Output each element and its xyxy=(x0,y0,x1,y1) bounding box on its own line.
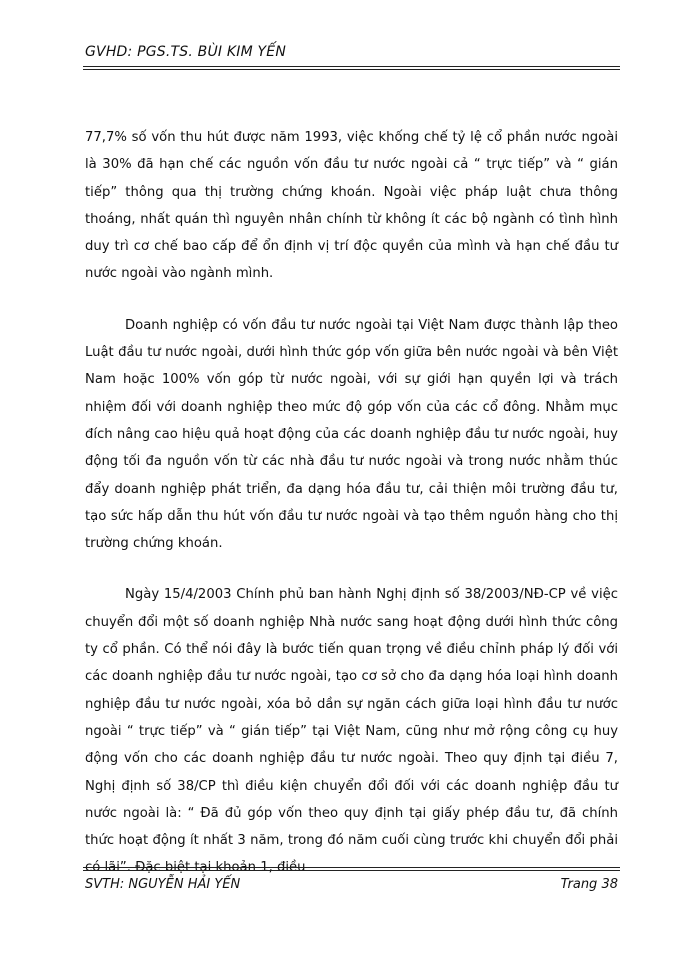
paragraph-3: Ngày 15/4/2003 Chính phủ ban hành Nghị định số 38/2003/NĐ-CP về việc chuyển đổi một số doanh nghiệp Nhà nước sang hoạt động dưới hình thức công ty cổ phần. Có thể nói đây là bước tiến quan trọng về điều chỉnh pháp lý đối với các doanh nghiệp đầu tư nước ngoài, tạo cơ sở cho đa dạng hóa loại hình doanh nghiệp đầu tư nước ngoài, xóa bỏ dần sự ngăn cách giữa loại hình đầu tư nước ngoài “ trực tiếp” và “ gián tiếp” tại Việt Nam, cũng như mở rộng công cụ huy động vốn cho các doanh nghiệp đầu tư nước ngoài. Theo quy định tại điều 7, Nghị định số 38/CP thì điều kiện chuyển đổi đối với các doanh nghiệp đầu tư nước ngoài là: “ Đã đủ góp vốn theo quy định tại giấy phép đầu tư, đã chính thức hoạt động ít nhất 3 năm, trong đó năm cuối cùng trước khi chuyển đổi phải có lãi”. Đặc biệt tại khoản 1, điều xyxy=(85,587,618,876)
footer-author: SVTH: NGUYỄN HẢI YẾN xyxy=(85,877,241,892)
header-rule-double xyxy=(83,69,620,70)
header-rule xyxy=(83,66,620,67)
footer-rule-double xyxy=(83,870,620,871)
page-header-title: GVHD: PGS.TS. BÙI KIM YẾN xyxy=(85,44,287,60)
paragraph-1: 77,7% số vốn thu hút được năm 1993, việc khống chế tỷ lệ cổ phần nước ngoài là 30% đã hạn chế các nguồn vốn đầu tư nước ngoài cả “ trực tiếp” và “ gián tiếp” thông qua thị trường chứng khoán. Ngoài việc pháp luật chưa thông thoáng, nhất quán thì nguyên nhân chính từ không ít các bộ ngành có tình hình duy trì cơ chế bao cấp để ổn định vị trí độc quyền của mình và hạn chế đầu tư nước ngoài vào ngành mình. xyxy=(85,130,618,282)
paragraph-2: Doanh nghiệp có vốn đầu tư nước ngoài tại Việt Nam được thành lập theo Luật đầu tư nước ngoài, dưới hình thức góp vốn giữa bên nước ngoài và bên Việt Nam hoặc 100% vốn góp từ nước ngoài, với sự giới hạn quyền lợi và trách nhiệm đối với doanh nghiệp theo mức độ góp vốn của các cổ đông. Nhằm mục đích nâng cao hiệu quả hoạt động của các doanh nghiệp đầu tư nước ngoài, huy động tối đa nguồn vốn từ các nhà đầu tư nước ngoài và trong nước nhằm thúc đẩy doanh nghiệp phát triển, đa dạng hóa đầu tư, cải thiện môi trường đầu tư, tạo sức hấp dẫn thu hút vốn đầu tư nước ngoài và tạo thêm nguồn hàng cho thị trường chứng khoán. xyxy=(85,317,618,552)
page-number: Trang 38 xyxy=(560,877,618,892)
footer-rule xyxy=(83,867,620,868)
document-body xyxy=(85,124,618,906)
